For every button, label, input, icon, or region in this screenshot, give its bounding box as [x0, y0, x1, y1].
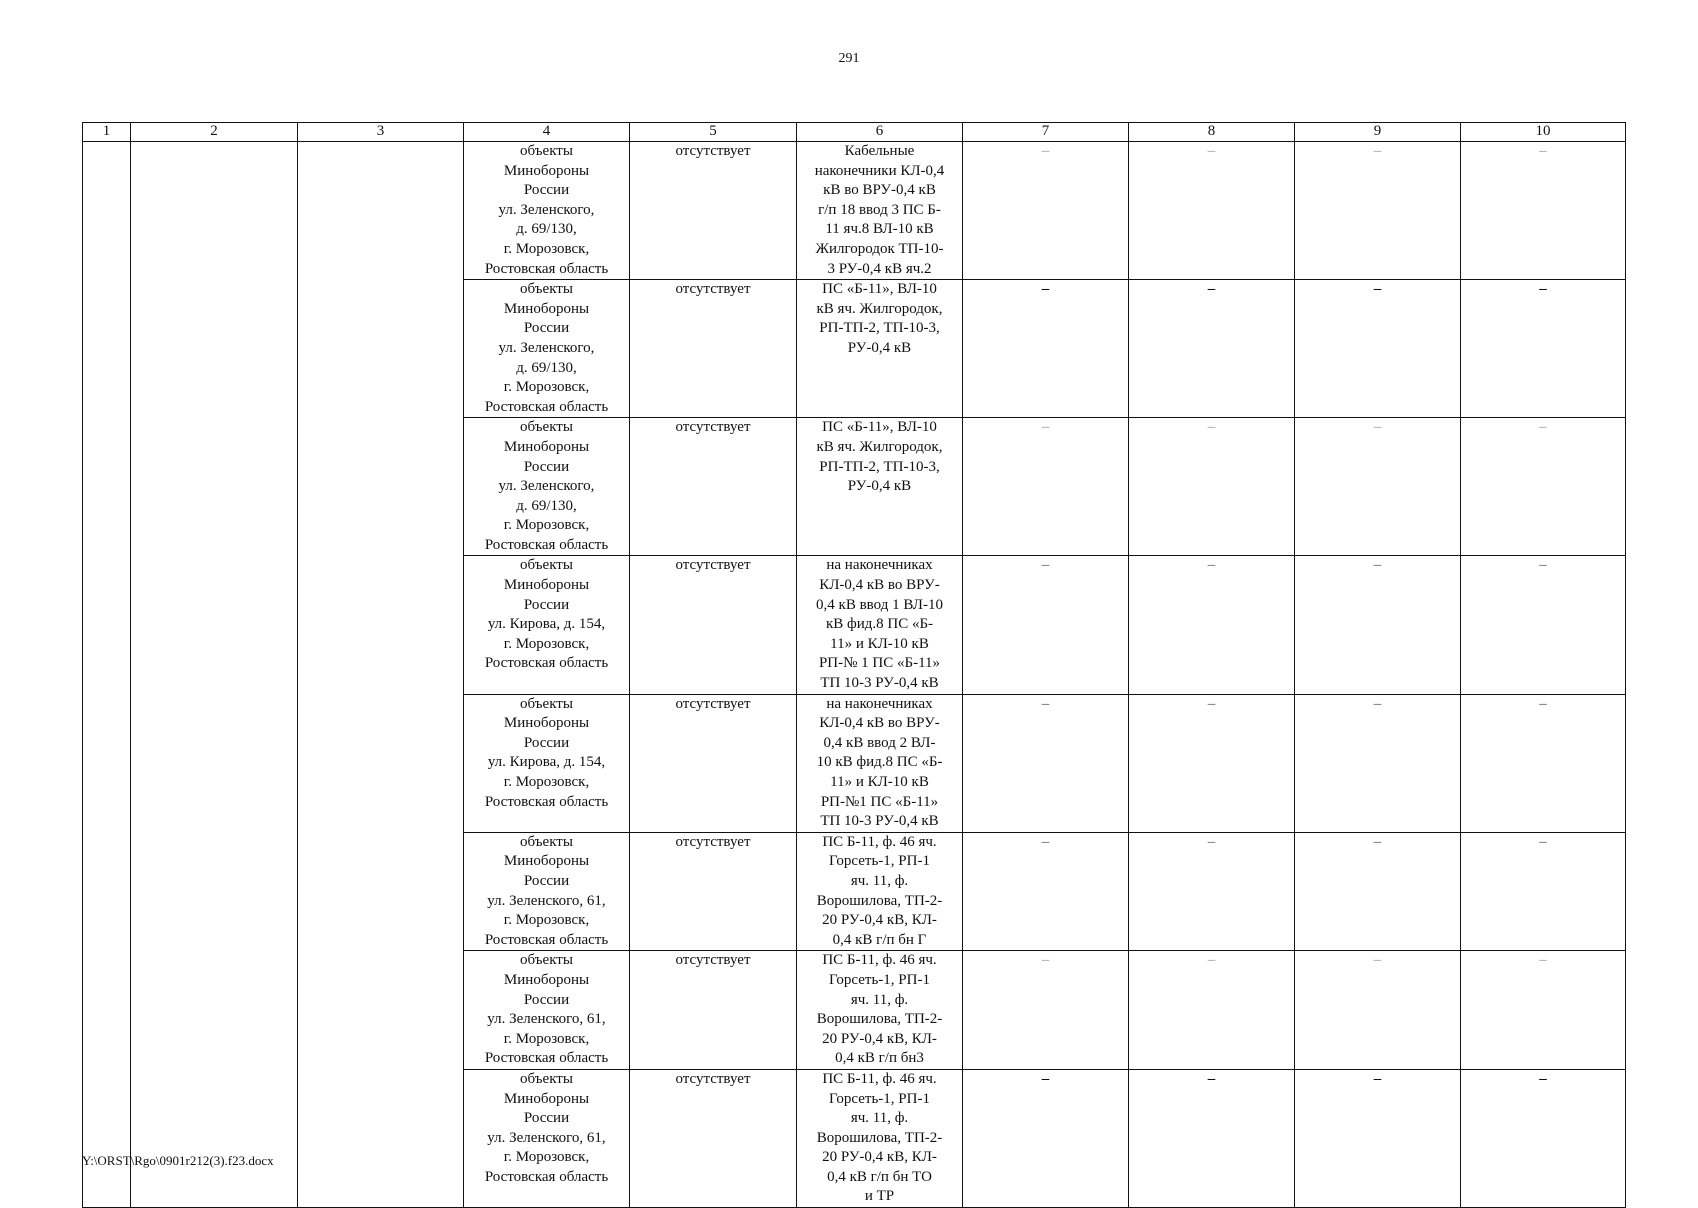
cell-col10: – — [1461, 694, 1626, 832]
column-header-6: 6 — [797, 123, 963, 142]
cell-col7: – — [963, 418, 1129, 556]
merged-cell-col3 — [298, 142, 464, 1208]
cell-col8: – — [1129, 951, 1295, 1070]
column-header-8: 8 — [1129, 123, 1295, 142]
cell-col8: – — [1129, 694, 1295, 832]
cell-col6: на наконечниках КЛ-0,4 кВ во ВРУ- 0,4 кВ ввод 2 ВЛ- 10 кВ фид.8 ПС «Б- 11» и КЛ-10 кВ РП-№1 ПС «Б-11» ТП 10-3 РУ-0,4 кВ — [797, 694, 963, 832]
cell-col9: – — [1295, 832, 1461, 951]
cell-col4: объекты Минобороны России ул. Зеленского, 61, г. Морозовск, Ростовская область — [464, 1069, 630, 1207]
cell-col9: – — [1295, 280, 1461, 418]
cell-col7: – — [963, 951, 1129, 1070]
cell-col6: Кабельные наконечники КЛ-0,4 кВ во ВРУ-0,4 кВ г/п 18 ввод 3 ПС Б- 11 яч.8 ВЛ-10 кВ Жилгородок ТП-10- 3 РУ-0,4 кВ яч.2 — [797, 142, 963, 280]
cell-col5: отсутствует — [630, 418, 797, 556]
cell-col10: – — [1461, 832, 1626, 951]
cell-col10: – — [1461, 556, 1626, 694]
page-number: 291 — [838, 51, 860, 66]
cell-col10: – — [1461, 142, 1626, 280]
cell-col6: ПС Б-11, ф. 46 яч. Горсеть-1, РП-1 яч. 11, ф. Ворошилова, ТП-2- 20 РУ-0,4 кВ, КЛ- 0,4 кВ г/п бн Г — [797, 832, 963, 951]
cell-col4: объекты Минобороны России ул. Зеленского, д. 69/130, г. Морозовск, Ростовская область — [464, 142, 630, 280]
column-header-4: 4 — [464, 123, 630, 142]
table-body — [83, 142, 1626, 1208]
cell-col6: ПС «Б-11», ВЛ-10 кВ яч. Жилгородок, РП-ТП-2, ТП-10-3, РУ-0,4 кВ — [797, 280, 963, 418]
column-header-5: 5 — [630, 123, 797, 142]
table-row — [83, 142, 1626, 280]
column-header-1: 1 — [83, 123, 131, 142]
merged-cell-col1 — [83, 142, 131, 1208]
cell-col7: – — [963, 556, 1129, 694]
cell-col9: – — [1295, 142, 1461, 280]
cell-col5: отсутствует — [630, 951, 797, 1070]
cell-col6: ПС «Б-11», ВЛ-10 кВ яч. Жилгородок, РП-ТП-2, ТП-10-3, РУ-0,4 кВ — [797, 418, 963, 556]
cell-col6: ПС Б-11, ф. 46 яч. Горсеть-1, РП-1 яч. 11, ф. Ворошилова, ТП-2- 20 РУ-0,4 кВ, КЛ- 0,4 кВ г/п бн3 — [797, 951, 963, 1070]
cell-col8: – — [1129, 1069, 1295, 1207]
cell-col7: – — [963, 1069, 1129, 1207]
cell-col5: отсутствует — [630, 832, 797, 951]
cell-col4: объекты Минобороны России ул. Зеленского, 61, г. Морозовск, Ростовская область — [464, 832, 630, 951]
cell-col8: – — [1129, 280, 1295, 418]
cell-col4: объекты Минобороны России ул. Зеленского, д. 69/130, г. Морозовск, Ростовская область — [464, 280, 630, 418]
header-row — [83, 123, 1626, 142]
cell-col5: отсутствует — [630, 556, 797, 694]
cell-col5: отсутствует — [630, 280, 797, 418]
cell-col5: отсутствует — [630, 694, 797, 832]
cell-col8: – — [1129, 418, 1295, 556]
column-header-10: 10 — [1461, 123, 1626, 142]
cell-col5: отсутствует — [630, 142, 797, 280]
cell-col7: – — [963, 142, 1129, 280]
column-header-2: 2 — [131, 123, 298, 142]
data-table — [82, 122, 1626, 1208]
cell-col9: – — [1295, 418, 1461, 556]
cell-col10: – — [1461, 951, 1626, 1070]
cell-col10: – — [1461, 418, 1626, 556]
cell-col9: – — [1295, 1069, 1461, 1207]
cell-col7: – — [963, 832, 1129, 951]
cell-col4: объекты Минобороны России ул. Зеленского, д. 69/130, г. Морозовск, Ростовская область — [464, 418, 630, 556]
column-header-9: 9 — [1295, 123, 1461, 142]
cell-col10: – — [1461, 280, 1626, 418]
cell-col9: – — [1295, 556, 1461, 694]
cell-col7: – — [963, 280, 1129, 418]
merged-cell-col2 — [131, 142, 298, 1208]
cell-col7: – — [963, 694, 1129, 832]
cell-col4: объекты Минобороны России ул. Зеленского, 61, г. Морозовск, Ростовская область — [464, 951, 630, 1070]
cell-col5: отсутствует — [630, 1069, 797, 1207]
cell-col8: – — [1129, 142, 1295, 280]
cell-col8: – — [1129, 556, 1295, 694]
footer-file-path: Y:\ORST\Rgo\0901r212(3).f23.docx — [82, 1153, 274, 1168]
cell-col8: – — [1129, 832, 1295, 951]
cell-col6: на наконечниках КЛ-0,4 кВ во ВРУ- 0,4 кВ ввод 1 ВЛ-10 кВ фид.8 ПС «Б- 11» и КЛ-10 кВ РП-№ 1 ПС «Б-11» ТП 10-3 РУ-0,4 кВ — [797, 556, 963, 694]
column-header-7: 7 — [963, 123, 1129, 142]
cell-col9: – — [1295, 694, 1461, 832]
cell-col4: объекты Минобороны России ул. Кирова, д. 154, г. Морозовск, Ростовская область — [464, 556, 630, 694]
cell-col6: ПС Б-11, ф. 46 яч. Горсеть-1, РП-1 яч. 11, ф. Ворошилова, ТП-2- 20 РУ-0,4 кВ, КЛ- 0,4 кВ г/п бн ТО и ТР — [797, 1069, 963, 1207]
cell-col10: – — [1461, 1069, 1626, 1207]
column-header-3: 3 — [298, 123, 464, 142]
cell-col4: объекты Минобороны России ул. Кирова, д. 154, г. Морозовск, Ростовская область — [464, 694, 630, 832]
cell-col9: – — [1295, 951, 1461, 1070]
